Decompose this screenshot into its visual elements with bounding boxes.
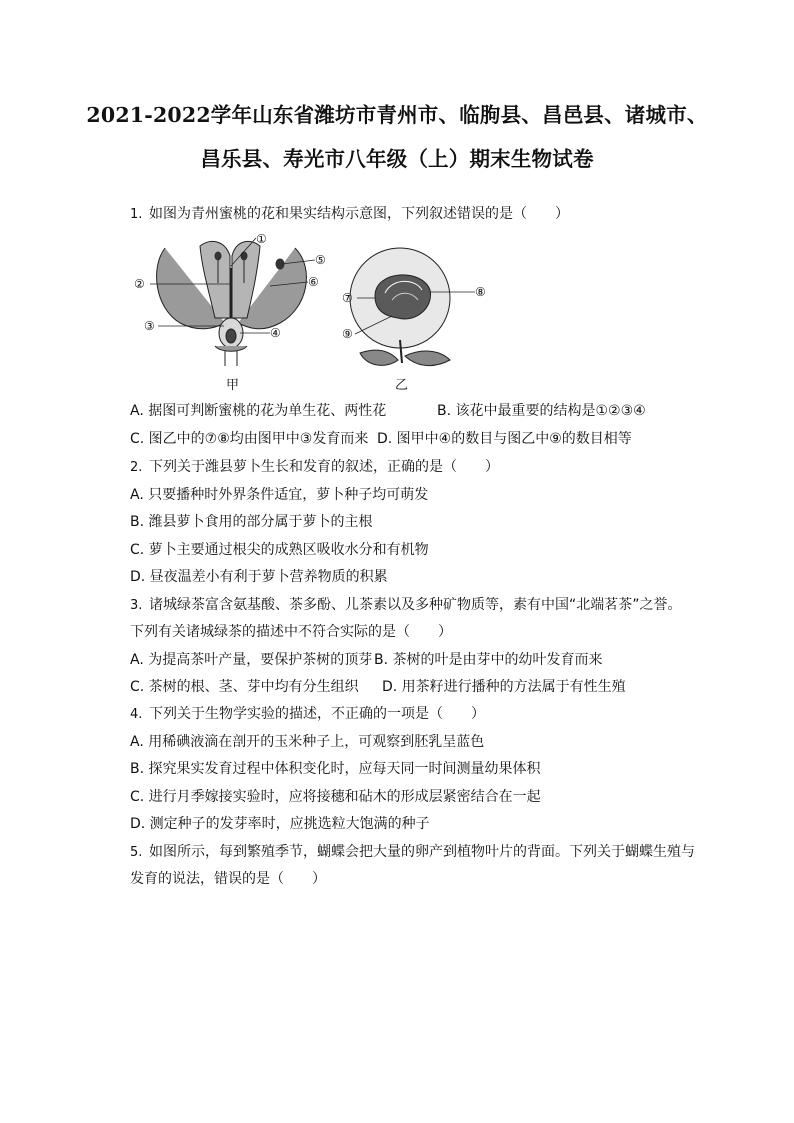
q1-option-a: A. 据图可判断蜜桃的花为单生花、两性花 <box>130 403 387 419</box>
label-9: ⑨ <box>342 327 353 341</box>
label-1: ① <box>256 232 267 246</box>
figure-caption-b: 乙 <box>395 378 409 393</box>
q3-option-a: A. 为提高茶叶产量，要保护茶树的顶芽 <box>130 652 373 668</box>
question-5-text: 如图所示，每到繁殖季节，蝴蝶会把大量的卵产到植物叶片的背面。下列关于蝴蝶生殖与 <box>149 844 695 860</box>
label-6: ⑥ <box>308 275 319 289</box>
flower-drawing <box>157 241 307 366</box>
label-8: ⑧ <box>475 285 486 299</box>
flower-fruit-figure <box>130 228 500 393</box>
question-3-stem <box>130 594 682 614</box>
label-5: ⑤ <box>315 253 326 267</box>
question-1-stem <box>130 203 569 223</box>
exam-title-line-2: 昌乐县、寿光市八年级（上）期末生物试卷 <box>200 147 594 171</box>
question-5-number: 5. <box>130 845 143 860</box>
question-1-text: 如图为青州蜜桃的花和果实结构示意图，下列叙述错误的是（ ） <box>149 206 569 222</box>
q2-option-c: C. 萝卜主要通过根尖的成熟区吸收水分和有机物 <box>130 542 429 558</box>
q3-option-b: B. 茶树的叶是由芽中的幼叶发育而来 <box>374 652 603 668</box>
label-2: ② <box>134 277 145 291</box>
exam-title-line-1: 2021-2022学年山东省潍坊市青州市、临朐县、昌邑县、诸城市、 <box>86 103 708 127</box>
q4-option-d: D. 测定种子的发芽率时，应挑选粒大饱满的种子 <box>130 816 430 832</box>
question-5-stem <box>130 841 695 861</box>
question-3-number: 3. <box>130 598 143 613</box>
q3-option-d: D. 用茶籽进行播种的方法属于有性生殖 <box>382 679 626 695</box>
q4-option-c: C. 进行月季嫁接实验时，应将接穗和砧木的形成层紧密结合在一起 <box>130 789 541 805</box>
label-3: ③ <box>144 319 155 333</box>
flower-fruit-diagram <box>130 228 500 393</box>
figure-caption-a: 甲 <box>226 378 240 393</box>
label-7: ⑦ <box>342 291 353 305</box>
question-1-number: 1. <box>130 207 143 222</box>
question-3-stem-cont: 下列有关诸城绿茶的描述中不符合实际的是（ ） <box>130 624 452 640</box>
q1-option-c: C. 图乙中的⑦⑧均由图甲中③发育而来 <box>130 431 369 447</box>
question-2-stem <box>130 456 499 476</box>
q4-option-a: A. 用稀碘液滴在剖开的玉米种子上，可观察到胚乳呈蓝色 <box>130 734 485 750</box>
label-4: ④ <box>270 326 281 340</box>
q2-option-b: B. 潍县萝卜食用的部分属于萝卜的主根 <box>130 514 373 530</box>
q2-option-a: A. 只要播种时外界条件适宜，萝卜种子均可萌发 <box>130 487 429 503</box>
question-2-text: 下列关于潍县萝卜生长和发育的叙述，正确的是（ ） <box>149 459 499 475</box>
q1-option-d: D. 图甲中④的数目与图乙中⑨的数目相等 <box>377 431 632 447</box>
question-4-number: 4. <box>130 707 143 722</box>
q2-option-d: D. 昼夜温差小有利于萝卜营养物质的积累 <box>130 569 388 585</box>
question-4-stem <box>130 703 485 723</box>
q3-option-c: C. 茶树的根、茎、芽中均有分生组织 <box>130 679 359 695</box>
question-4-text: 下列关于生物学实验的描述，不正确的一项是（ ） <box>149 706 485 722</box>
question-3-text: 诸城绿茶富含氨基酸、茶多酚、儿茶素以及多种矿物质等，素有中国“北端茗茶”之誉。 <box>149 597 682 613</box>
question-2-number: 2. <box>130 460 143 475</box>
question-5-stem-cont: 发育的说法，错误的是（ ） <box>130 871 326 887</box>
q1-option-b: B. 该花中最重要的结构是①②③④ <box>437 403 646 419</box>
fruit-drawing <box>350 248 450 366</box>
q4-option-b: B. 探究果实发育过程中体积变化时，应每天同一时间测量幼果体积 <box>130 761 541 777</box>
